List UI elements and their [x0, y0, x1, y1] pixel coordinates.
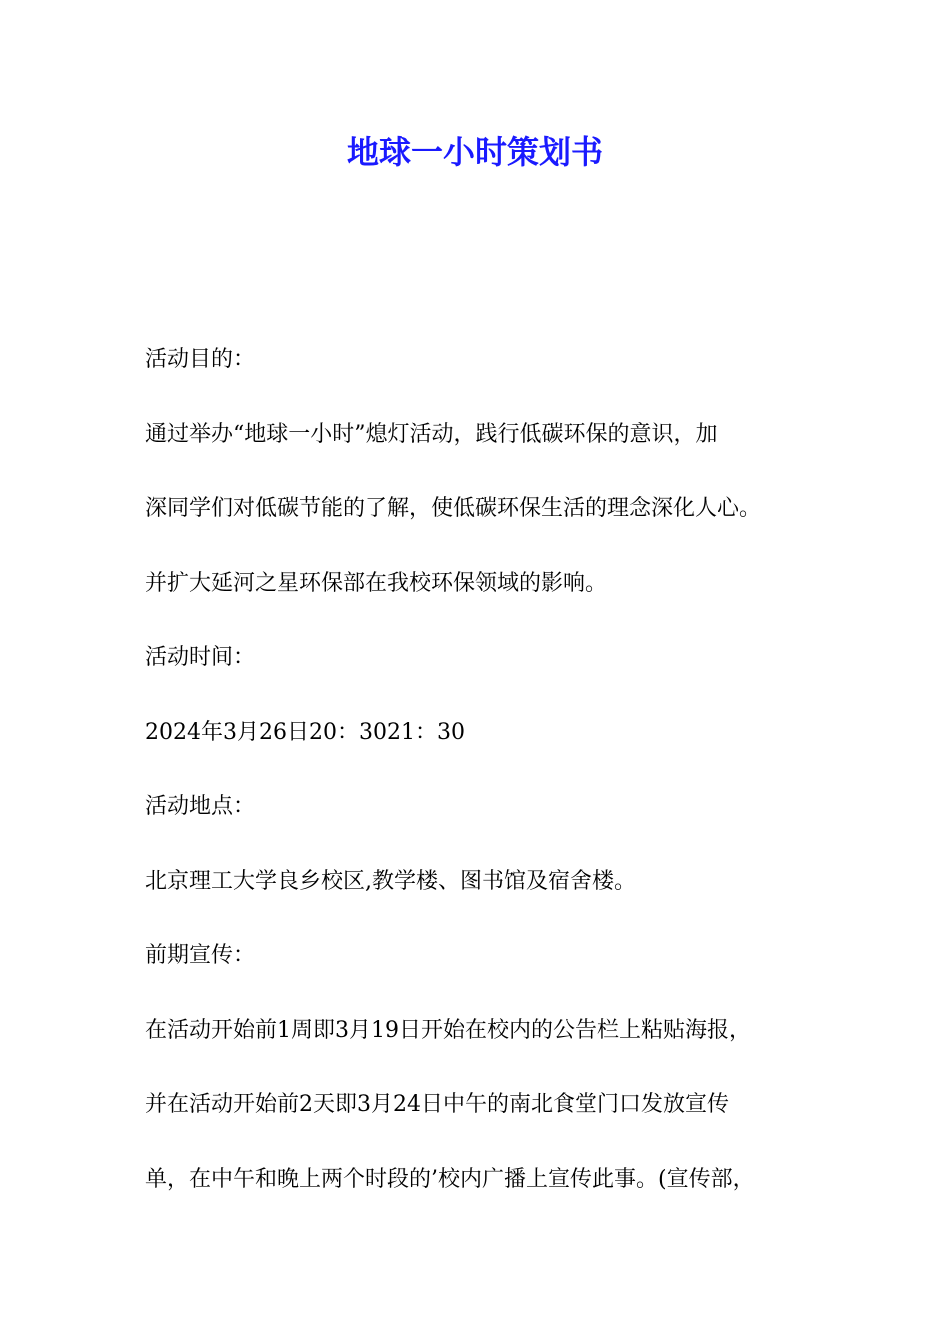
section-heading-promotion: 前期宣传： [145, 943, 256, 968]
document-title: 地球一小时策划书 [346, 133, 603, 171]
paragraph-line: 在活动开始前1周即3月19日开始在校内的公告栏上粘贴海报， [145, 1018, 751, 1043]
paragraph-line: 北京理工大学良乡校区,教学楼、图书馆及宿舍楼。 [145, 869, 636, 894]
paragraph-line: 深同学们对低碳节能的了解，使低碳环保生活的理念深化人心。 [145, 496, 762, 521]
paragraph-line: 并扩大延河之星环保部在我校环保领域的影响。 [145, 571, 608, 596]
paragraph-line: 单，在中午和晚上两个时段的’校内广播上宣传此事。(宣传部， [145, 1167, 755, 1192]
section-heading-location: 活动地点： [145, 794, 256, 819]
section-heading-time: 活动时间： [145, 645, 256, 670]
section-heading-purpose: 活动目的： [145, 347, 256, 372]
paragraph-line: 通过举办“地球一小时”熄灯活动，践行低碳环保的意识，加 [145, 422, 718, 447]
paragraph-line: 2024年3月26日20：3021：30 [145, 720, 465, 745]
paragraph-line: 并在活动开始前2天即3月24日中午的南北食堂门口发放宣传 [145, 1092, 729, 1117]
